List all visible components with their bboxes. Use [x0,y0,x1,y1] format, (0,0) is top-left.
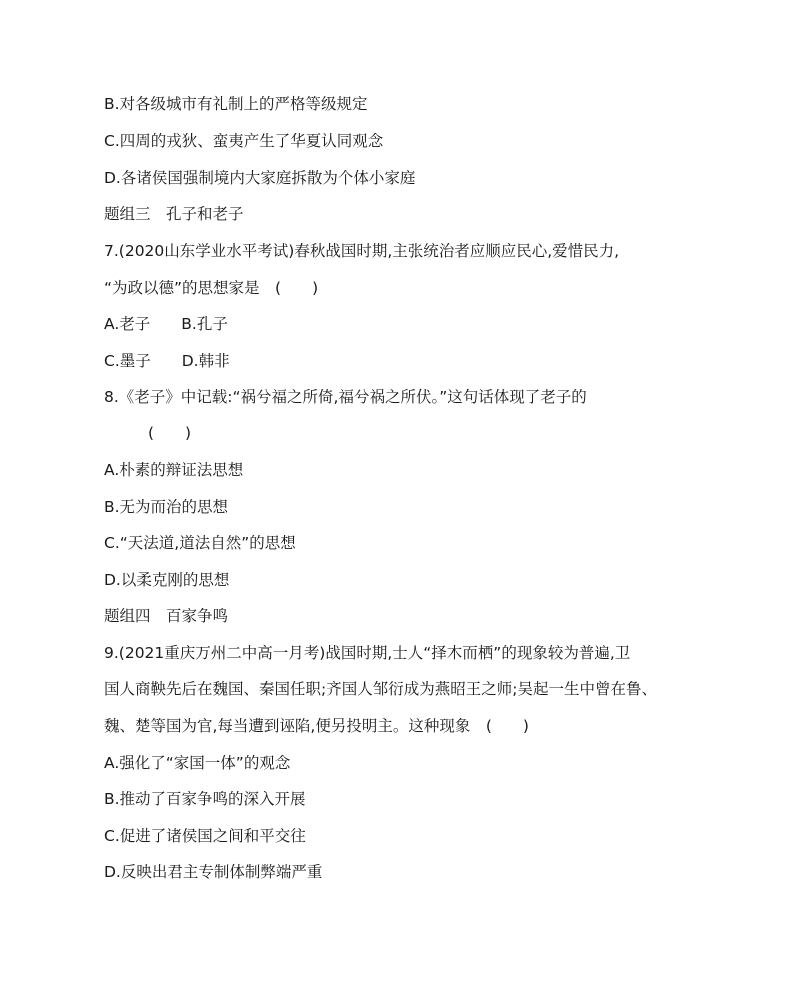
q8-option-d: D.以柔克刚的思想 [104,571,230,589]
q8-option-a: A.朴素的辩证法思想 [104,461,244,479]
q9-option-b: B.推动了百家争鸣的深入开展 [104,790,306,808]
q9-option-c: C.促进了诸侯国之间和平交往 [104,827,306,845]
section-heading-4: 题组四 百家争鸣 [104,607,229,625]
q9-stem-line-3: 魏、楚等国为官,每当遭到诬陷,便另投明主。这种现象 ( ) [104,717,529,735]
q9-option-d: D.反映出君主专制体制弊端严重 [104,863,323,881]
q8-option-b: B.无为而治的思想 [104,498,229,516]
q8-option-c: C.“天法道,道法自然”的思想 [104,534,296,552]
q7-stem-line-2: “为政以德”的思想家是 ( ) [104,279,319,297]
q7-options-cd: C.墨子 D.韩非 [104,352,230,370]
q9-option-a: A.强化了“家国一体”的观念 [104,754,291,772]
section-heading-3: 题组三 孔子和老子 [104,205,244,223]
q8-answer-bracket: ( ) [148,424,192,442]
q7-stem-line-1: 7.(2020山东学业水平考试)春秋战国时期,主张统治者应顺应民心,爱惜民力, [104,242,620,260]
q6-option-b: B.对各级城市有礼制上的严格等级规定 [104,95,368,113]
q8-stem-line-1: 8.《老子》中记载:“祸兮福之所倚,福兮祸之所伏。”这句话体现了老子的 [104,388,587,406]
q9-stem-line-1: 9.(2021重庆万州二中高一月考)战国时期,士人“择木而栖”的现象较为普遍,卫 [104,644,631,662]
q6-option-d: D.各诸侯国强制境内大家庭拆散为个体小家庭 [104,169,416,187]
q6-option-c: C.四周的戎狄、蛮夷产生了华夏认同观念 [104,132,384,150]
q7-options-ab: A.老子 B.孔子 [104,315,228,333]
q9-stem-line-2: 国人商鞅先后在魏国、秦国任职;齐国人邹衍成为燕昭王之师;吴起一生中曾在鲁、 [104,680,657,698]
